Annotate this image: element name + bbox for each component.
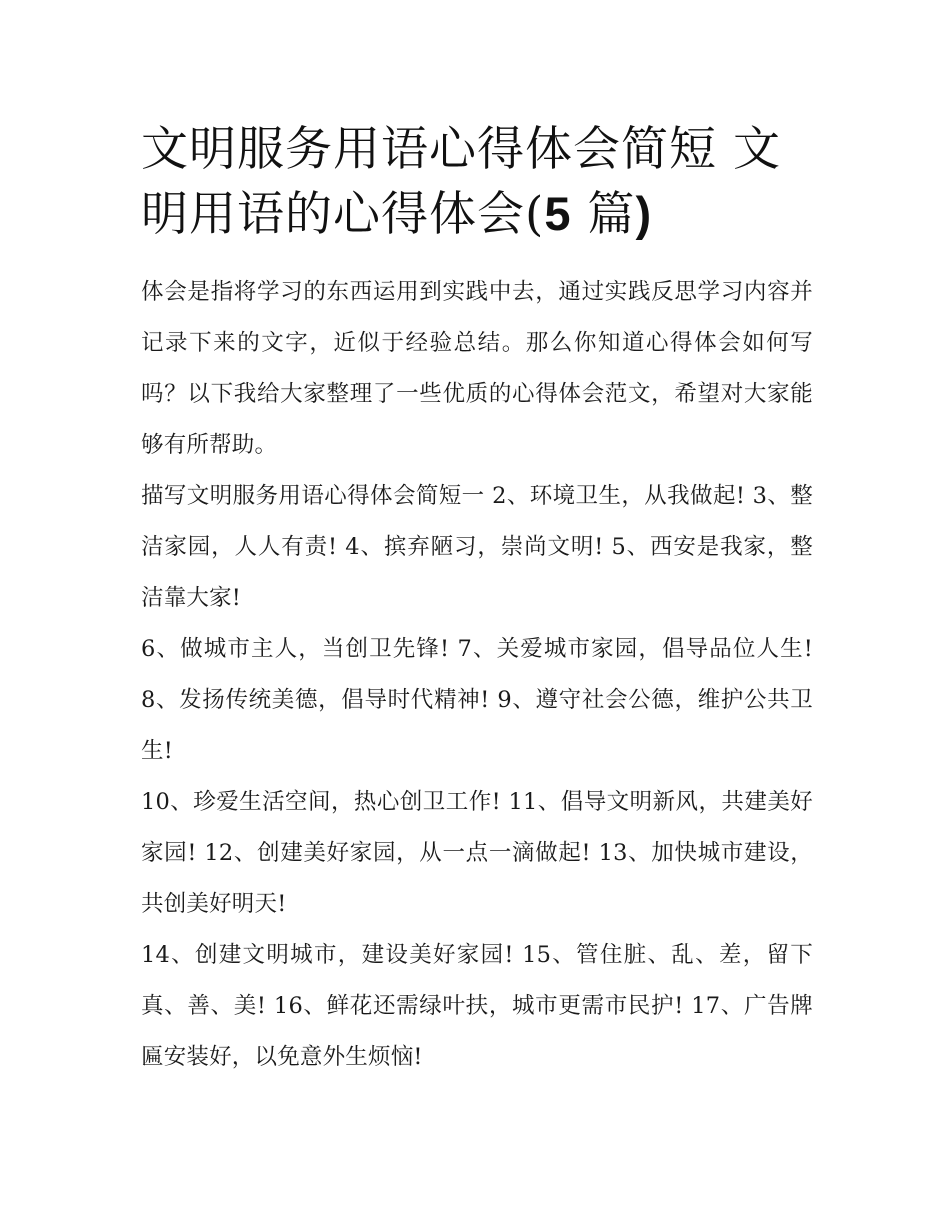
title-tail: 篇 [571,187,636,242]
slogan-paragraph-4: 14、创建文明城市，建设美好家园! 15、管住脏、乱、差，留下真、善、美! 16、鲜花还需绿叶扶，城市更需市民护! 17、广告牌匾安装好，以免意外生烦恼! [141,942,813,1070]
document-body [141,267,813,1083]
title-count: 5 [544,187,572,240]
intro-paragraph: 体会是指将学习的东西运用到实践中去，通过实践反思学习内容并记录下来的文字，近似于经验总结。那么你知道心得体会如何写吗？以下我给大家整理了一些优质的心得体会范文，希望对大家能够有所帮助。 [141,279,813,458]
document-content [141,118,813,1083]
slogan-paragraph-2: 6、做城市主人，当创卫先锋! 7、关爱城市家园，倡导品位人生! 8、发扬传统美德，倡导时代精神! 9、遵守社会公德，维护公共卫生! [141,636,813,764]
title-close: ) [635,187,653,240]
title-main: 文明服务用语心得体会简短 文明用语的心得体会( [141,122,781,242]
slogan-paragraph-3: 10、珍爱生活空间，热心创卫工作! 11、倡导文明新风，共建美好家园! 12、创建美好家园，从一点一滴做起! 13、加快城市建设，共创美好明天! [141,789,813,917]
document-title [141,118,813,247]
slogan-paragraph-1: 描写文明服务用语心得体会简短一 2、环境卫生，从我做起! 3、整洁家园，人人有责! 4、摈弃陋习，崇尚文明! 5、西安是我家，整洁靠大家! [141,483,813,611]
